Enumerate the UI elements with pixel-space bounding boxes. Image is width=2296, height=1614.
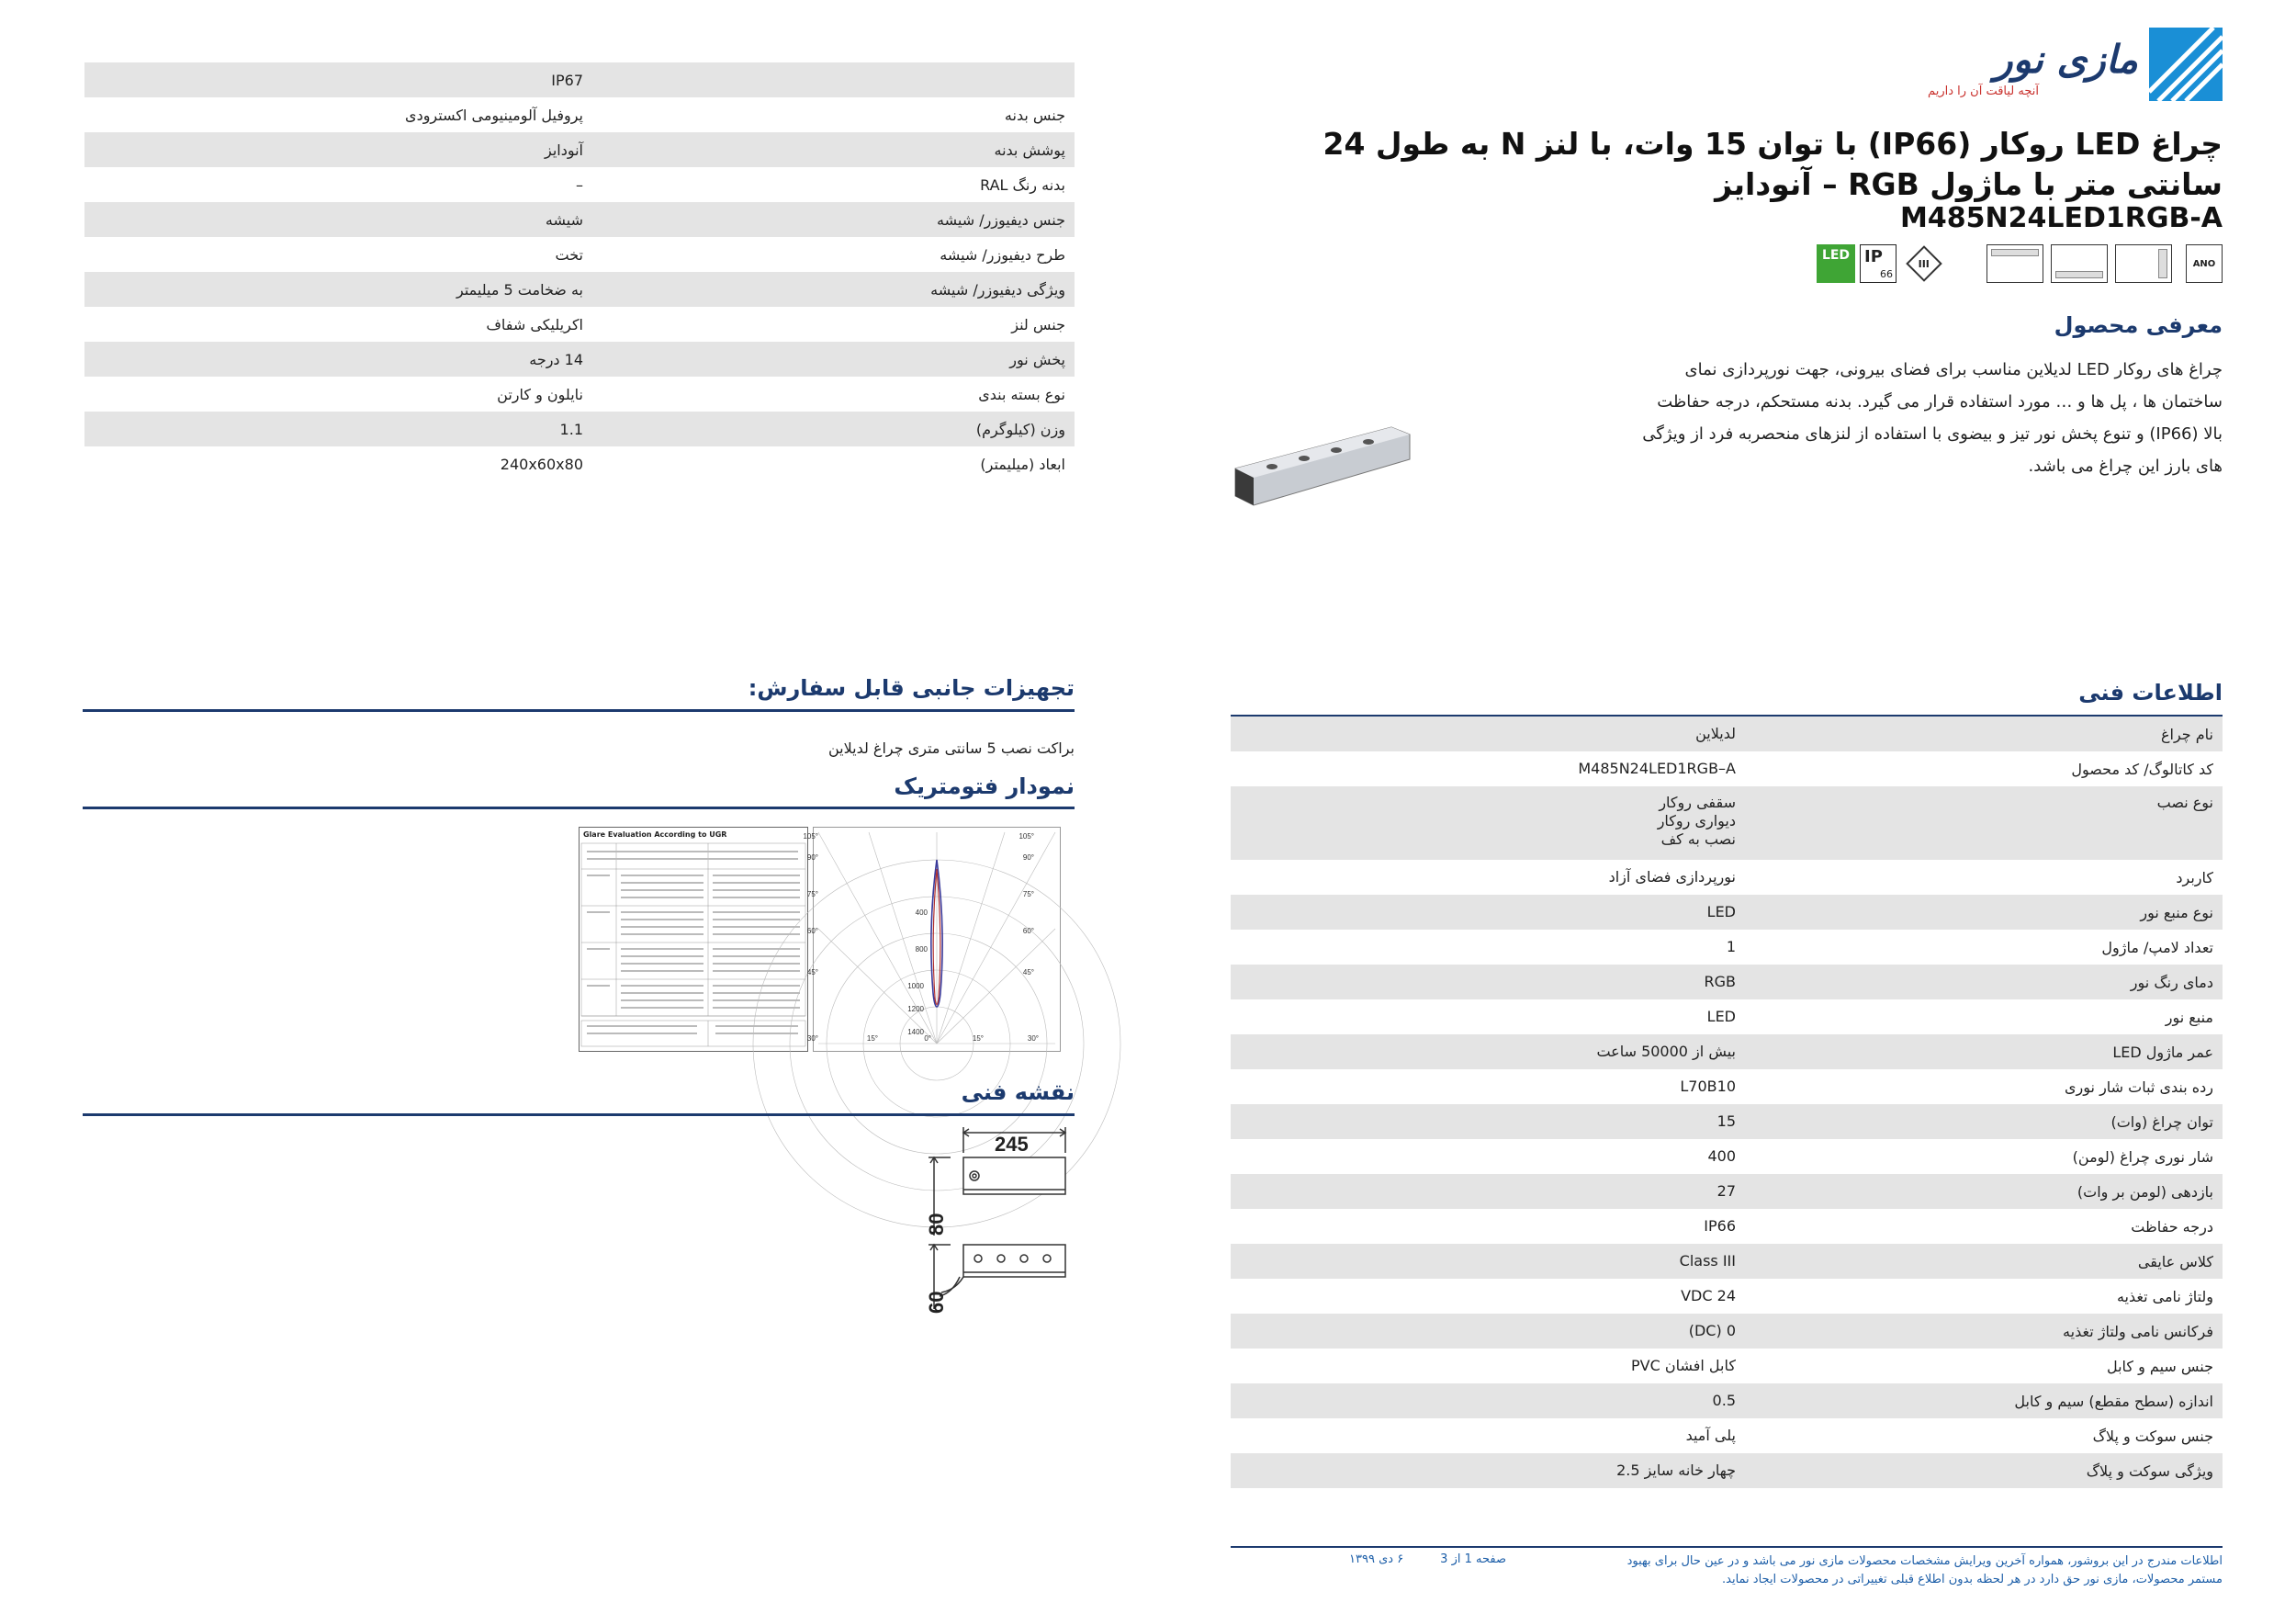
polar-angle: 90° [806, 853, 818, 862]
table-row: ویژگی سوکت و پلاگ چهار خانه سایز 2.5 [1231, 1453, 2223, 1488]
polar-tick: 1200 [907, 1005, 924, 1013]
polar-angle: 75° [806, 890, 818, 898]
table-row: ولتاژ نامی تغذیه 24 VDC [1681, 1287, 2213, 1305]
table-row: درجه حفاظت IP66 [1704, 1217, 2213, 1236]
accessories-heading: تجهیزات جانبی قابل سفارش: [748, 675, 1075, 701]
polar-angle: 105° [1019, 832, 1034, 841]
table-row: نوع بسته بندی نایلون و کارتن [497, 385, 1065, 403]
table-row: پوشش بدنه آنودایز [84, 132, 1075, 167]
table-row: فرکانس نامی ولتاژ تغذیه 0 (DC) [1231, 1314, 2223, 1349]
anodized-icon: ANO [2186, 244, 2223, 283]
table-row: رده بندی ثبات شار نوری L70B10 [1680, 1078, 2213, 1096]
polar-angle: 0° [924, 1034, 931, 1043]
ugr-table [579, 827, 808, 1052]
certification-icons [1818, 244, 2223, 285]
technical-drawing [923, 1125, 1070, 1327]
product-image [1231, 418, 1414, 519]
drawing-depth: 60 [925, 1291, 948, 1314]
ugr-grid [580, 841, 807, 1048]
mount-floor-icon [2051, 244, 2108, 283]
polar-angle: 75° [1022, 890, 1034, 898]
table-row: ابعاد (میلیمتر) 240x60x80 [500, 455, 1065, 473]
spec-table [1231, 717, 2223, 1488]
drawing-heading: نقشه فنی [961, 1079, 1075, 1105]
intro-text: چراغ های روکار LED لدیلاین مناسب برای فضای بیرونی، جهت نورپردازی نمای ساختمان ها ، پل ها و … مورد استفاده قرار می گیرد. بدنه مستحکم، درجه حفاظت بالا (IP66) و تنوع پخش نور تیز و بیضوی با استفاده از لنزهای منحصربه فرد از ویژگی های بارز این چراغ می باشد. [1642, 360, 2223, 476]
drawing-divider [83, 1113, 1075, 1116]
polar-angle: 15° [972, 1034, 984, 1043]
table-row: پخش نور 14 درجه [84, 342, 1075, 377]
table-row: نوع نصب سقفی روکار دیواری روکار نصب به کف [1231, 786, 2223, 860]
right-page [1231, 0, 2223, 1614]
table-row: جنس سوکت و پلاگ پلی آمید [1685, 1427, 2213, 1445]
class-iii-icon: III [1906, 244, 1942, 283]
table-row: طرح دیفیوزر/ شیشه تخت [555, 245, 1065, 264]
table-row: جنس بدنه پروفیل آلومینیومی اکسترودی [405, 106, 1065, 124]
table-row: وزن (کیلوگرم) 1.1 [84, 412, 1075, 446]
polar-angle: 15° [866, 1034, 878, 1043]
left-page [73, 0, 1075, 1614]
drawing-height: 80 [925, 1213, 948, 1236]
table-row: بازدهی (لومن بر وات) 27 [1231, 1174, 2223, 1209]
polar-angle: 90° [1022, 853, 1034, 862]
product-code: M485N24LED1RGB-A [1900, 202, 2223, 234]
intro-heading: معرفی محصول [2054, 312, 2223, 338]
polar-angle: 30° [1027, 1034, 1039, 1043]
table-row: عمر ماژول LED بیش از 50000 ساعت [1231, 1034, 2223, 1069]
spec-heading: اطلاعات فنی [2078, 680, 2223, 705]
table-row: کد کاتالوگ/ کد محصول M485N24LED1RGB–A [1578, 760, 2213, 778]
table-row: جنس دیفیوزر/ شیشه شیشه [84, 202, 1075, 237]
polar-angle: 105° [803, 832, 818, 841]
polar-angle: 45° [806, 968, 818, 976]
polar-angle: 60° [806, 927, 818, 935]
footer-disclaimer: اطلاعات مندرج در این بروشور، همواره آخرین ویرایش مشخصات محصولات مازی نور می باشد و در عین حال برای بهبود مستمر محصولات، مازی نور حق دارد در هر لحظه بدون اطلاع قبلی تغییراتی در محصولات ایجاد نماید. [1626, 1554, 2223, 1586]
drawing-length: 245 [995, 1133, 1029, 1156]
polar-angle: 45° [1022, 968, 1034, 976]
table-row: تعداد لامپ/ ماژول 1 [1726, 938, 2213, 956]
brand-logo [1928, 28, 2223, 101]
ip66-icon: IP 66 [1860, 244, 1896, 283]
table-row: جنس لنز اکریلیکی شفاف [486, 315, 1065, 333]
table-row: شار نوری چراغ (لومن) 400 [1707, 1147, 2213, 1166]
table-row: بدنه رنگ RAL – [576, 175, 1065, 194]
table-row: دمای رنگ نور RGB [1231, 965, 2223, 999]
table-row: اندازه (سطح مقطع) سیم و کابل 0.5 [1231, 1383, 2223, 1418]
table-row: ویژگی دیفیوزر/ شیشه به ضخامت 5 میلیمتر [84, 272, 1075, 307]
table-row: نام چراغ لدیلاین [1231, 717, 2223, 751]
polar-angle: 60° [1022, 927, 1034, 935]
polar-tick: 800 [915, 945, 928, 954]
table-row: نوع منبع نور LED [1231, 895, 2223, 930]
polar-tick: 1000 [907, 982, 924, 990]
footer-page-info [1231, 1552, 1506, 1566]
print-date: ۶ دی ۱۳۹۹ [1349, 1552, 1404, 1566]
table-row: منبع نور LED [1706, 1008, 2213, 1026]
table-row: IP67 [84, 62, 1075, 97]
mount-side-icon [2115, 244, 2172, 283]
table-row: توان چراغ (وات) 15 [1231, 1104, 2223, 1139]
polar-angle: 30° [806, 1034, 818, 1043]
photometric-divider [83, 807, 1075, 809]
polar-tick: 1400 [907, 1028, 924, 1036]
brand-name: مازی نور [1994, 37, 2138, 82]
brand-tagline: آنچه لیاقت آن را داریم [1928, 85, 2039, 98]
led-icon: LED [1817, 244, 1855, 283]
product-title: چراغ LED روکار (IP66) با توان 15 وات، با لنز N به طول 24 سانتی متر با ماژول RGB – آنودایز [1322, 126, 2223, 202]
table-row: کلاس عایقی Class III [1231, 1244, 2223, 1279]
footer-divider [1231, 1546, 2223, 1548]
spec-table-continued [84, 62, 1075, 481]
page-number: صفحه 1 از 3 [1440, 1552, 1506, 1566]
mount-ceiling-icon [1986, 244, 2043, 283]
table-row: جنس سیم و کابل کابل افشان PVC [1631, 1357, 2213, 1375]
polar-diagram [803, 827, 1061, 1052]
accessories-divider [83, 709, 1075, 712]
photometric-heading: نمودار فتومتریک [894, 773, 1075, 799]
brand-mark-icon [2149, 28, 2223, 101]
polar-tick: 400 [915, 909, 928, 917]
table-row: کاربرد نورپردازی فضای آزاد [1608, 868, 2213, 886]
accessories-text: براکت نصب 5 سانتی متری چراغ لدیلاین [827, 739, 1075, 757]
ugr-table-title: Glare Evaluation According to UGR [583, 830, 727, 839]
